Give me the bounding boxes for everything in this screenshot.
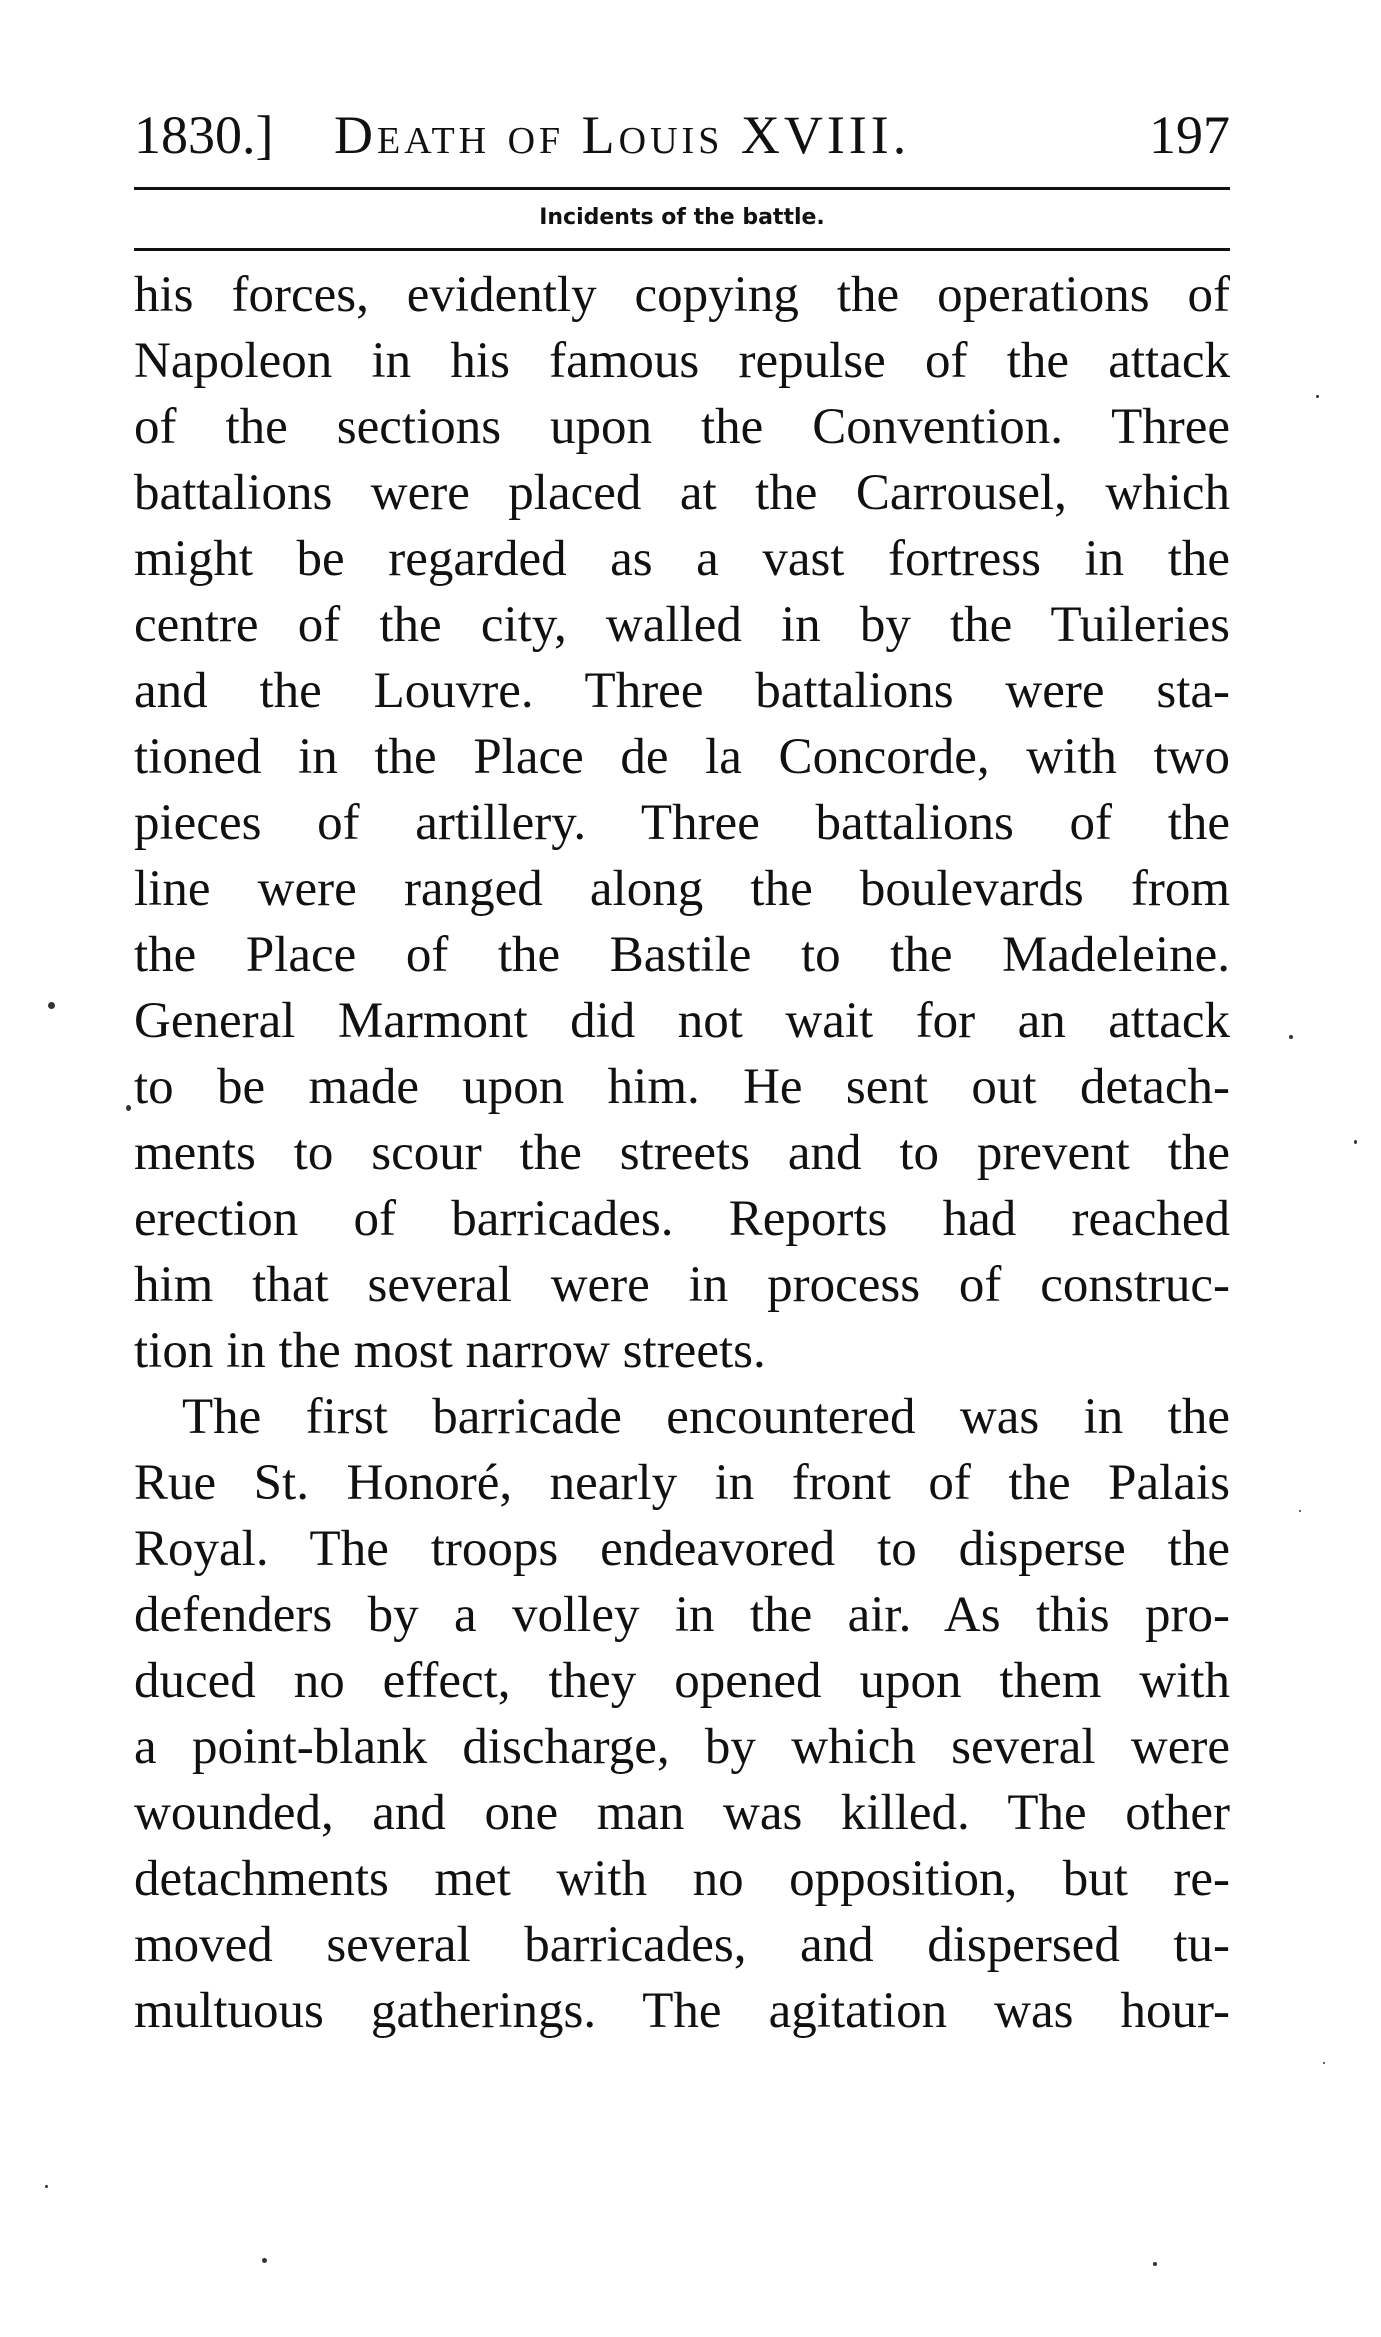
- text-line: might be regarded as a vast fortress in the: [134, 531, 1230, 587]
- header-rule-bottom: [134, 248, 1230, 251]
- paragraph-1: [134, 262, 1230, 1384]
- text-line: battalions were placed at the Carrousel, which: [134, 465, 1230, 521]
- paragraph-2: [134, 1384, 1230, 2044]
- text-line: detachments met with no opposition, but re-: [134, 1851, 1230, 1907]
- text-line: tioned in the Place de la Concorde, with two: [134, 729, 1230, 785]
- text-line: him that several were in process of construc-: [134, 1257, 1230, 1313]
- scan-speck: [1316, 395, 1319, 398]
- text-line: moved several barricades, and dispersed tu-: [134, 1917, 1230, 1973]
- header-title: Death of Louis XVIII.: [334, 105, 911, 165]
- text-line: wounded, and one man was killed. The other: [134, 1785, 1230, 1841]
- text-line: erection of barricades. Reports had reached: [134, 1191, 1230, 1247]
- scan-speck: [1323, 2062, 1325, 2064]
- text-line: Royal. The troops endeavored to disperse the: [134, 1521, 1230, 1577]
- text-line: line were ranged along the boulevards from: [134, 861, 1230, 917]
- text-line: the Place of the Bastile to the Madeleine.: [134, 927, 1230, 983]
- text-line: Rue St. Honoré, nearly in front of the Palais: [134, 1455, 1230, 1511]
- scan-speck: [1354, 1140, 1357, 1144]
- text-line: duced no effect, they opened upon them with: [134, 1653, 1230, 1709]
- text-line: General Marmont did not wait for an attack: [134, 993, 1230, 1049]
- scan-speck: [45, 2185, 48, 2188]
- body-text: [134, 262, 1230, 2044]
- header-year: 1830.]: [134, 105, 274, 165]
- book-page: [134, 0, 1230, 2337]
- text-line: ments to scour the streets and to prevent the: [134, 1125, 1230, 1181]
- scan-speck: [48, 1002, 55, 1009]
- page-subheading: Incidents of the battle.: [539, 205, 825, 230]
- text-line: centre of the city, walled in by the Tuileries: [134, 597, 1230, 653]
- scan-speck: [1153, 2262, 1157, 2266]
- text-line: a point-blank discharge, by which several were: [134, 1719, 1230, 1775]
- text-line: defenders by a volley in the air. As this pro-: [134, 1587, 1230, 1643]
- text-line: his forces, evidently copying the operations of: [134, 267, 1230, 323]
- page-number: 197: [1149, 105, 1230, 165]
- scan-speck: [1299, 1510, 1301, 1512]
- text-line: multuous gatherings. The agitation was hour-: [134, 1983, 1230, 2039]
- header-rule-top: [134, 187, 1230, 190]
- text-line: pieces of artillery. Three battalions of the: [134, 795, 1230, 851]
- text-line: tion in the most narrow streets.: [134, 1323, 766, 1379]
- text-line: The first barricade encountered was in the: [182, 1389, 1230, 1445]
- scan-speck: [262, 2258, 267, 2263]
- scan-speck: [1289, 1035, 1293, 1039]
- text-line: and the Louvre. Three battalions were sta-: [134, 663, 1230, 719]
- text-line: of the sections upon the Convention. Three: [134, 399, 1230, 455]
- text-line: Napoleon in his famous repulse of the attack: [134, 333, 1230, 389]
- text-line: to be made upon him. He sent out detach-: [134, 1059, 1230, 1115]
- scan-speck: [126, 1105, 131, 1111]
- running-header: [134, 100, 1230, 170]
